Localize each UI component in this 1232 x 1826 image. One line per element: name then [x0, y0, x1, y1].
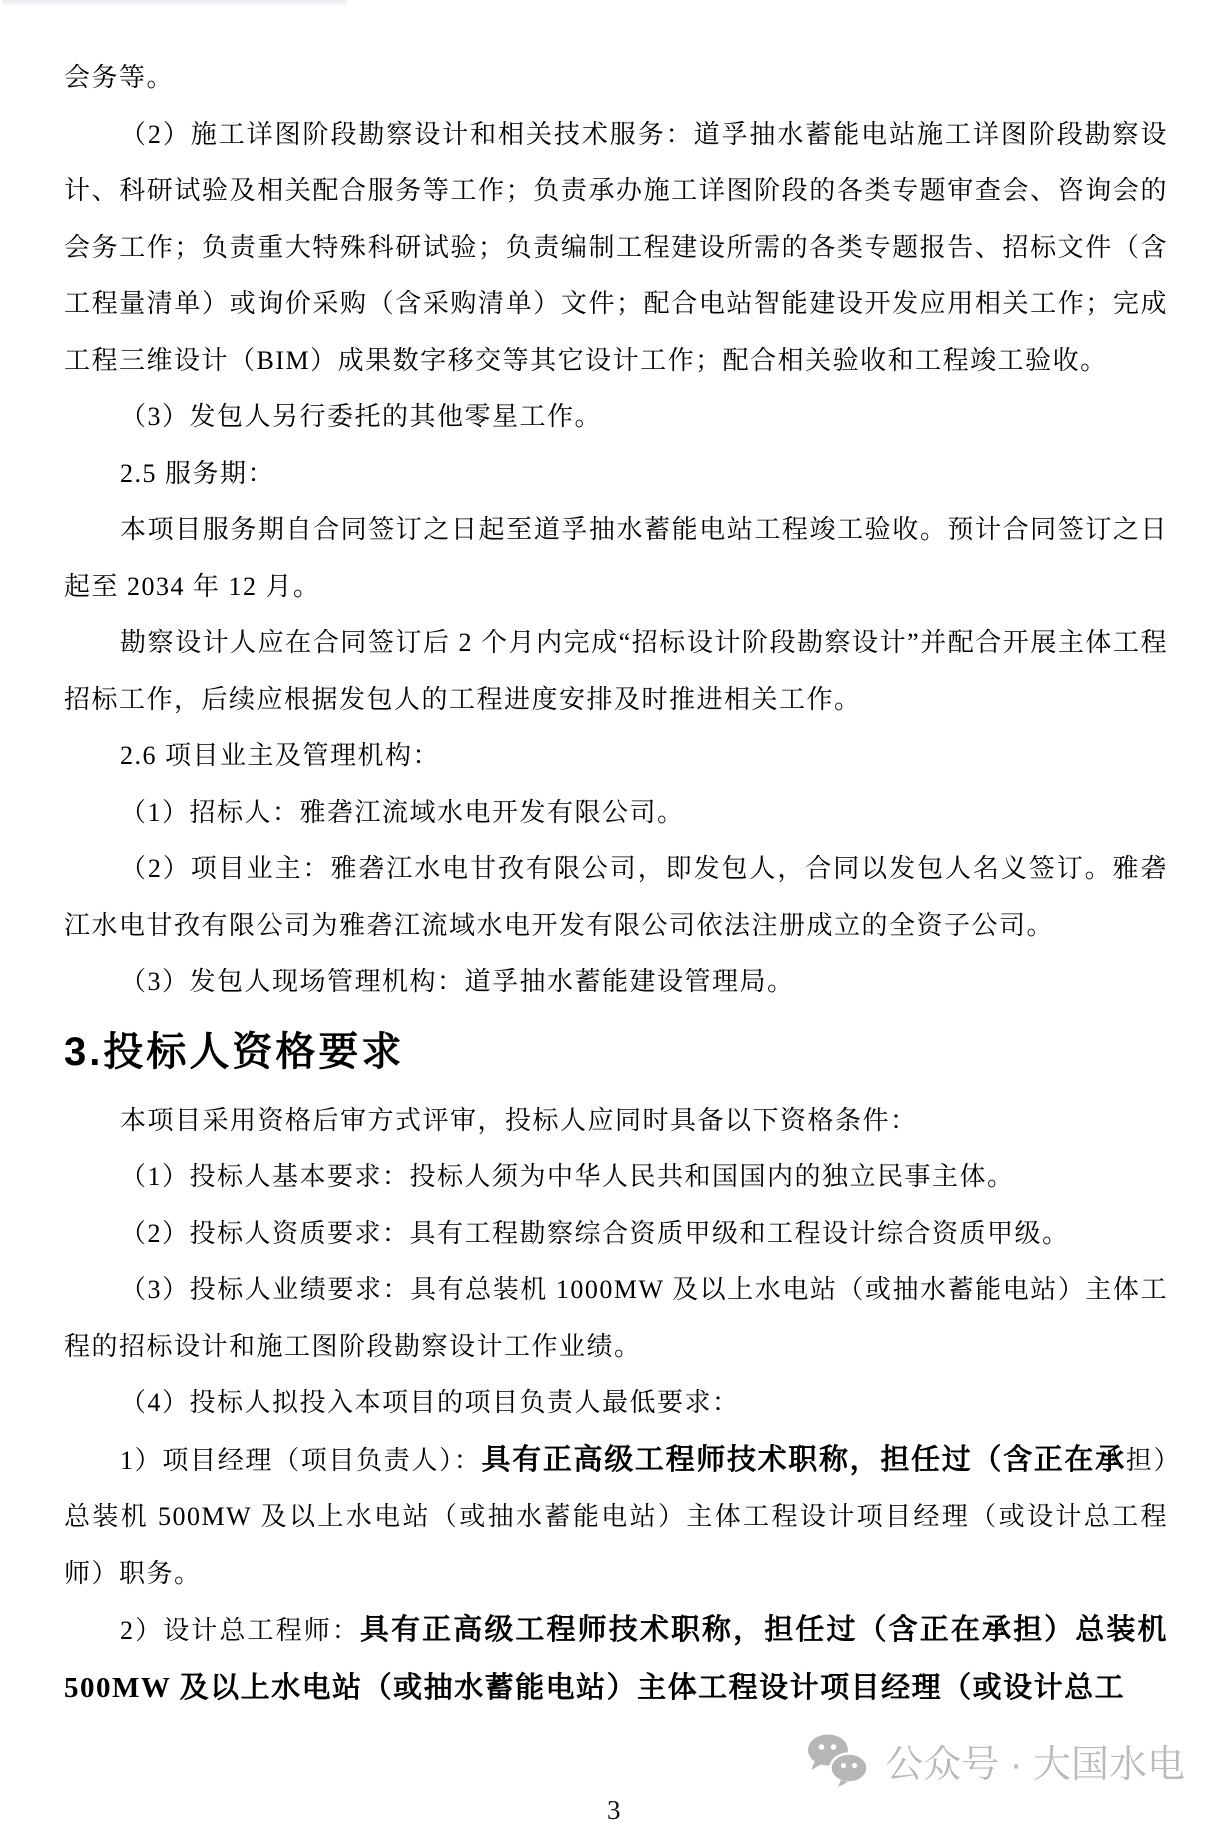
text-run: （1）投标人基本要求：投标人须为中华人民共和国国内的独立民事主体。 [120, 1162, 1015, 1191]
paragraph [64, 954, 1168, 1011]
text-run: 本项目服务期自合同签订之日起至道孚抽水蓄能电站工程竣工验收。预计合同签订之日起至 2034 年 12 月。 [64, 515, 1168, 601]
text-run: （2）项目业主：雅砻江水电甘孜有限公司，即发包人，合同以发包人名义签订。雅砻江水电甘孜有限公司为雅砻江流域水电开发有限公司依法注册成立的全资子公司。 [64, 854, 1168, 940]
top-edge-artifact [2, 0, 347, 6]
text-run: 具有正高级工程师技术职称，担任过（含正在承担）总装机 500MW 及以上水电站（或抽水蓄能电站）主体工程设计项目经理（或设计总工 [64, 1614, 1168, 1704]
text-run: 1）项目经理（项目负责人）： [120, 1445, 482, 1475]
text-run: 勘察设计人应在合同签订后 2 个月内完成“招标设计阶段勘察设计”并配合开展主体工程招标工作，后续应根据发包人的工程进度安排及时推进相关工作。 [64, 628, 1168, 714]
document-body [64, 50, 1168, 1717]
paragraph [64, 1093, 1168, 1150]
paragraph [64, 615, 1168, 728]
wechat-watermark [807, 1733, 1185, 1788]
paragraph [64, 389, 1168, 446]
text-run: 会务等。 [64, 63, 175, 92]
page-number: 3 [607, 1795, 621, 1825]
text-run: （1）招标人：雅砻江流域水电开发有限公司。 [120, 797, 685, 827]
text-run: （4）投标人拟投入本项目的项目负责人最低要求： [120, 1388, 740, 1417]
watermark-text: 公众号 · 大国水电 [885, 1744, 1185, 1786]
paragraph [64, 1432, 1168, 1603]
text-run: 3.投标人资格要求 [64, 1029, 405, 1074]
paragraph [64, 446, 1168, 503]
text-run: 2）设计总工程师： [120, 1616, 360, 1645]
text-run: 2.6 项目业主及管理机构： [120, 741, 441, 770]
paragraph [64, 1602, 1168, 1717]
paragraph [64, 1206, 1168, 1263]
paragraph [64, 841, 1168, 954]
text-run: （3）投标人业绩要求：具有总装机 1000MW 及以上水电站（或抽水蓄能电站）主体工程的招标设计和施工图阶段勘察设计工作业绩。 [64, 1275, 1168, 1361]
text-run: （2）施工详图阶段勘察设计和相关技术服务：道孚抽水蓄能电站施工详图阶段勘察设计、科研试验及相关配合服务等工作；负责承办施工详图阶段的各类专题审查会、咨询会的会务工作；负责重大特殊科研试验；负责编制工程建设所需的各类专题报告、招标文件（含工程量清单）或询价采购（含采购清单）文件；配合电站智能建设开发应用相关工作；完成工程三维设计（BIM）成果数字移交等其它设计工作；配合相关验收和工程竣工验收。 [64, 119, 1168, 375]
paragraph [64, 1149, 1168, 1206]
paragraph [64, 502, 1168, 615]
text-run: （2）投标人资质要求：具有工程勘察综合资质甲级和工程设计综合资质甲级。 [120, 1218, 1070, 1248]
text-run: 本项目采用资格后审方式评审，投标人应同时具备以下资格条件： [120, 1105, 918, 1135]
paragraph [64, 728, 1168, 785]
paragraph [64, 1262, 1168, 1375]
paragraph [64, 50, 1168, 107]
paragraph [64, 1375, 1168, 1432]
wechat-icon [807, 1734, 869, 1788]
text-run: 2.5 服务期： [120, 458, 276, 488]
paragraph [64, 785, 1168, 842]
text-run: （3）发包人现场管理机构：道孚抽水蓄能建设管理局。 [120, 967, 795, 996]
text-run: （3）发包人另行委托的其他零星工作。 [120, 402, 603, 431]
text-run: 具有正高级工程师技术职称，担任过（含正在承 [481, 1443, 1126, 1476]
paragraph [64, 107, 1168, 390]
text-run: 担）总装机 500MW 及以上水电站（或抽水蓄能电站）主体工程设计项目经理（或设计总工程师）职务。 [64, 1445, 1168, 1588]
section-heading [64, 1011, 1168, 1093]
